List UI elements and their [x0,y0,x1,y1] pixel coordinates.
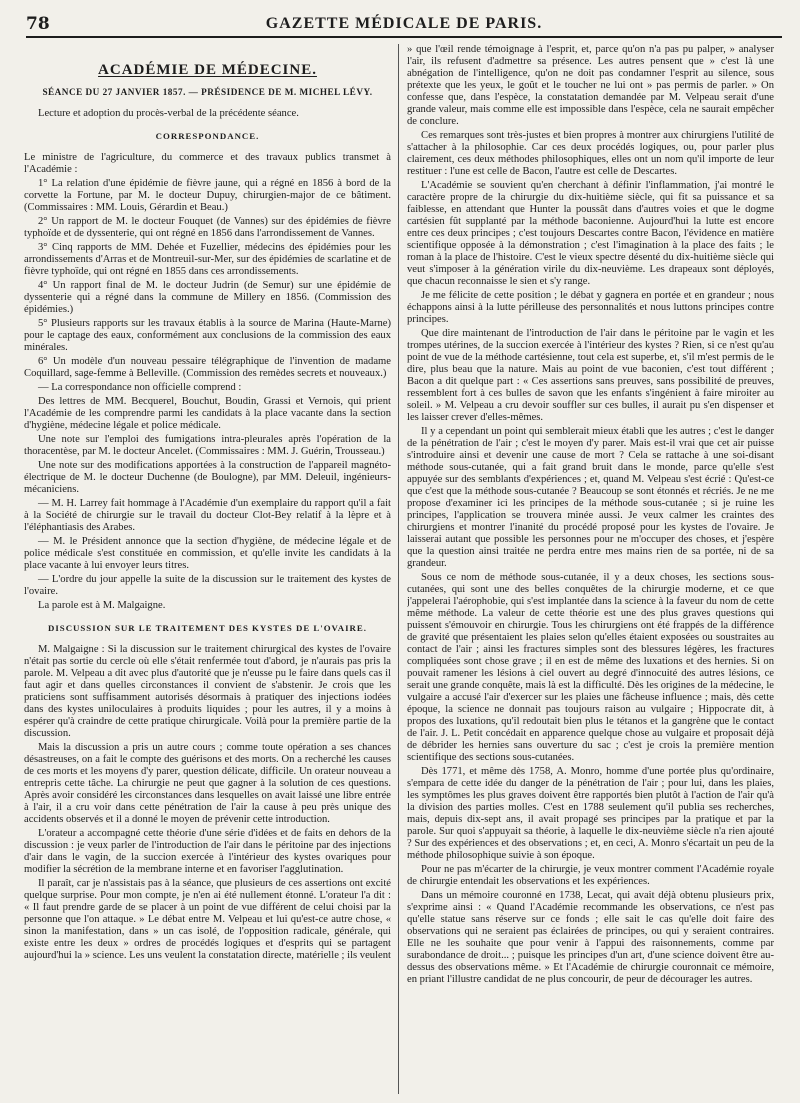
paragraph: — M. H. Larrey fait hommage à l'Académie d'un exemplaire du rapport qu'il a fait à la Société de chirurgie sur le travail du docteur Clot-Bey relatif à la lèpre et à l'éléphantiasis des Arabes. [24,498,391,533]
paragraph: Pour ne pas m'écarter de la chirurgie, je veux montrer comment l'Académie royale de chirurgie entendait les observations et les expériences. [407,864,774,887]
paragraph: — L'ordre du jour appelle la suite de la discussion sur le traitement des kystes de l'ovaire. [24,574,391,597]
paragraph: Il paraît, car je n'assistais pas à la séance, que plusieurs de ces assertions ont excité quelque surprise. Pour mon compte, je n'en ai été nullement étonné. L'orateur l'a dit : « Il faut prendre garde de se placer à un point de vue différent de celui choisi par la personne que l'on attaque. » Le débat entre M. Velpeau et lui qu'est-ce autre chose, « sinon la manifestation, dans » un cas isolé, de l'opposition radicale, générale, qui existe entre les deux » ordres de procédés logiques et d'esprits qui se partagent aujourd'hui la » science. Les uns veulent la constatation directe, matérielle ; ils veulent [24,878,391,961]
right-column [407,44,774,1096]
paragraph: Dès 1771, et même dès 1758, A. Monro, homme d'une portée plus qu'ordinaire, s'empara de cette idée du danger de la pénétration de l'air ; pour lui, dans les plaies, les symptômes les plus graves doivent être rapportés bien plutôt à l'action de l'air qu'à la division des parties molles. C'est en 1788 seulement qu'il publia ses recherches, mais, depuis dix-sept ans, il avait propagé ses principes par la pratique et par la parole. Sur quoi s'appuyait sa théorie, à laquelle le dix-neuvième siècle n'a rien ajouté ? Sur des expériences et des observations ; et, en ceci, A. Monro s'écartait un peu de la méthode philosophique suivie à son époque. [407,766,774,861]
paragraph: — La correspondance non officielle comprend : [38,382,242,393]
running-header [26,10,782,38]
paragraph: Ces remarques sont très-justes et bien propres à montrer aux chirurgiens l'utilité de s'attacher à la philosophie. Car ces deux procédés logiques, ou, pour parler plus clairement, ces deux méthodes philosophiques, elles ont un nom qu'il importe de leur restituer : l'une est celle de Bacon, l'autre est celle de Descartes. [407,130,774,177]
paragraph: 5° Plusieurs rapports sur les travaux établis à la source de Marina (Haute-Marne) pour le captage des eaux, conformément aux conclusions de la commission des eaux minérales. [24,318,391,353]
paragraph: Il y a cependant un point qui semblerait mieux établi que les autres ; c'est le danger de la pénétration de l'air ; c'est le moyen d'y parer. Mais est-il vrai que cet air puisse s'introduire ainsi et devenir une cause de mort ? Cela se rattache à une soi-disant méthode sous-cutanée, qui a fait grand bruit dans le monde, parce qu'elle s'est appuyée sur des semblants d'expériences ; et, quand M. Velpeau s'est écrié : Qu'est-ce que c'est que la méthode sous-cutanée ? Beaucoup se sont étonnés et récriés. Je ne me propose d'examiner ici les principes de la méthode sous-cutanée ; si je ruine les principes, l'application se trouvera minée aussi. Je veux calmer les craintes des chirurgiens et montrer l'inanité du procédé proposé pour les kystes de l'ovaire. Je laisserai autant que possible les personnes pour ne m'occuper des choses, et j'espère que la question ainsi traitée ne perdra entre mes mains rien de sa portée, ni de sa grandeur. [407,426,774,569]
paragraph: 1° La relation d'une épidémie de fièvre jaune, qui a régné en 1856 à bord de la corvette la Fortune, par M. le docteur Dupuy, chirurgien-major de ce bâtiment. (Commissaires : MM. Louis, Gérardin et Beau.) [24,178,391,213]
page-number: 78 [26,14,50,34]
correspondance-heading: CORRESPONDANCE. [155,131,260,141]
paragraph: La parole est à M. Malgaigne. [38,600,166,611]
seance-line: SÉANCE DU 27 JANVIER 1857. — PRÉSIDENCE DE M. MICHEL LÉVY. [42,87,373,97]
paragraph: — M. le Président annonce que la section d'hygiène, de médecine légale et de police médicale s'est constituée en commission, et qu'elle invite les candidats à la place vacante à lui envoyer leurs titres. [24,536,391,571]
paragraph: 6° Un modèle d'un nouveau pessaire télégraphique de l'invention de madame Coquillard, sage-femme à Belleville. (Commission des remèdes secrets et nouveaux.) [24,356,391,379]
paragraph: Mais la discussion a pris un autre cours ; comme toute opération a ses chances désastreuses, on a fait le compte des guérisons et des morts. On a recherché les causes de ces morts et les moyens d'y parer, question délicate, difficile. Un orateur nouveau a entrepris cette tâche. La chirurgie ne peut que gagner à la solution de ces questions. Après avoir considéré les circonstances dans lesquelles on avait laissé une libre entrée à l'air, il a cru voir dans cette pénétration de l'air la cause à peu près unique des accidents observés et il a donné le moyen de prévenir cette introduction. [24,742,391,825]
intro-paragraph: Lecture et adoption du procès-verbal de la précédente séance. [38,108,299,119]
column-divider [398,44,399,1094]
paragraph: Une note sur des modifications apportées à la construction de l'appareil magnéto-électrique de M. le docteur Duchenne (de Boulogne), par MM. Deleuil, ingénieurs-mécaniciens. [24,460,391,495]
paragraph: 3° Cinq rapports de MM. Dehée et Fuzellier, médecins des épidémies pour les arrondissements d'Arras et de Montreuil-sur-Mer, sur des épidémies de scarlatine et de fièvre typhoïde, qui ont régné en 1855 dans ces arrondissements. [24,242,391,277]
paragraph: Une note sur l'emploi des fumigations intra-pleurales après l'opération de la thoracentèse, par M. le docteur Ancelet. (Commissaires : MM. J. Guérin, Trousseau.) [24,434,391,457]
journal-title: GAZETTE MÉDICALE DE PARIS. [265,15,543,32]
paragraph: » que l'œil rende témoignage à l'esprit, et, parce qu'on n'a pas pu palper, » analyser l'air, ils refusent d'admettre sa présence. Les autres pensent que » c'est là une abnégation de l'intelligence, qu'on ne doit pas condamner l'esprit au silence, sous prétexte que les yeux, le goût et le toucher ne lui ont » pas permis de parler. » On confesse que, dans l'espèce, la constatation demandée par M. Velpeau serait d'une grande valeur, mais comme elle est impossible dans l'espèce, cela ne saurait empêcher de conclure. [407,44,774,127]
left-column [24,44,391,1096]
paragraph: Des lettres de MM. Becquerel, Bouchut, Boudin, Grassi et Vernois, qui prient l'Académie de les comprendre parmi les candidats à la place vacante dans la section d'hygiène, médecine légale et police médicale. [24,396,391,431]
paragraph: L'Académie se souvient qu'en cherchant à définir l'inflammation, j'ai montré le caractère propre de la chirurgie du dix-huitième siècle, qui fit sa puissance et sa faiblesse, en attendant que Hunter la poussât dans d'autres voies et que le dogme cartésien fût supplanté par la méthode baconienne. Aujourd'hui la lutte est encore entre ces deux principes ; c'est toujours Descartes contre Bacon, l'évidence en matière scientifique opposée à la démonstration ; c'est l'imagination à la place des faits ; le roman à la place de l'histoire. C'est le vieux spectre désenté du dix-huitième siècle qui veut s'imposer à la génération virile du dix-neuvième. Les drapeaux sont déployés, que chacun reconnaisse le sien et s'y range. [407,180,774,287]
section-title: ACADÉMIE DE MÉDECINE. [98,62,317,78]
paragraph: Je me félicite de cette position ; le débat y gagnera en portée et en grandeur ; nous échappons ainsi à la lutte périlleuse des personnalités et nous luttons principes contre principes. [407,290,774,325]
discussion-heading: DISCUSSION SUR LE TRAITEMENT DES KYSTES DE L'OVAIRE. [48,623,367,633]
paragraph: M. Malgaigne : Si la discussion sur le traitement chirurgical des kystes de l'ovaire n'était pas sortie du cercle où elle s'était renfermée tout d'abord, je n'aurais pas pris la parole. M. Velpeau a dit avec plus d'autorité que je n'eusse pu le faire dans quels cas il faut agir et dans quelles circonstances il convient de s'abstenir. Je crois que les praticiens sont suffisamment autorisés désormais à pratiquer des injections iodées dans des kystes uniloculaires à produits liquides ; pour les autres, il y a moins à espérer qu'à craindre de cette pratique chirurgicale. Voilà pour la première partie de la discussion. [24,644,391,739]
paragraph: 4° Un rapport final de M. le docteur Judrin (de Semur) sur une épidémie de dyssenterie qui a régné dans la commune de Millery en 1856. (Commission des épidémies.) [24,280,391,315]
paragraph: Que dire maintenant de l'introduction de l'air dans le péritoine par le vagin et les trompes utérines, de la succion exercée à l'intérieur des kystes ? Rien, si ce n'est qu'au point de vue de la méthode cartésienne, tout cela est superbe, et, s'il m'est permis de le dire, plus beau que la nature. Mais au point de vue baconien, c'est tout différent ; Bacon a dit quelque part : « Ces assertions sans preuves, sans possibilité de preuves, ressemblent fort à ces bulles de savon que les enfants s'ingénient à faire miroiter au soleil. » M. Velpeau a cru devoir souffler sur ces bulles, il aurait pu s'en dispenser et les laisser crever d'elles-mêmes. [407,328,774,423]
paragraph: Sous ce nom de méthode sous-cutanée, il y a deux choses, les sections sous-cutanées, qui sont une des belles conquêtes de la chirurgie moderne, et ce que j'appelerai l'aérophobie, qui s'est implantée dans la science à la faveur du nom de cette même méthode. La valeur de cette théorie est une des plus graves questions qui puissent s'émouvoir en chirurgie. Tous les chirurgiens ont été frappés de la différence de gravité que présentaient les plaies selon qu'elles étaient exposées ou soustraites au contact de l'air ; ainsi les fractures simples sont des blessures légères, les fractures compliquées sont chose grave ; il en est de même des luxations et des hernies. Si on pouvait ramener les lésions à ciel ouvert au degré d'innocuité des autres lésions, ce serait une grande conquête, mais là est la difficulté. Dès les origines de la médecine, le vulgaire a accusé l'air d'exercer sur les plaies une fâcheuse influence ; mais, dès cette époque, la science ne donnait pas toujours raison au vulgaire ; Hippocrate dit, à propos des luxations, qu'il redoutait bien plus le tétanos et la gangrène que le contact de l'air. J. L. Petit concédait en apparence quelque chose au vulgaire et proposait déjà de débrider les hernies sans ouverture du sac ; c'est je crois la première mention scientifique des sections sous-cutanées. [407,572,774,763]
paragraph: Le ministre de l'agriculture, du commerce et des travaux publics transmet à l'Académie : [24,152,391,175]
paragraph: Dans un mémoire couronné en 1738, Lecat, qui avait déjà obtenu plusieurs prix, s'exprime ainsi : « Quand l'Académie recommande les observations, ce n'est pas qu'elle statue sans réserve sur ce fonds ; elle sait le cas qu'elle doit faire des observations qui ne seraient pas éclairées de principes, ou qui y seraient contraires. Elle ne les souhaite que pour venir à l'appui des raisonnements, comme par surabondance de droit... ; puisque les principes d'un art, d'une science doivent être au-dessus des observations même. » Et l'Académie de chirurgie couronnait ce mémoire, en priant l'illustre candidat de ne plus concourir, de peur de décourager les autres. [407,890,774,985]
paragraph: L'orateur a accompagné cette théorie d'une série d'idées et de faits en dehors de la discussion : je veux parler de l'introduction de l'air dans le péritoine par des injections d'air dans le vagin, de la succion exercée à l'intérieur des kystes ovariques pour modifier la sécrétion de la membrane interne et en favoriser l'agglutination. [24,828,391,875]
paragraph: 2° Un rapport de M. le docteur Fouquet (de Vannes) sur des épidémies de fièvre typhoïde et de dyssenterie, qui ont régné en 1856 dans l'arrondissement de Vannes. [24,216,391,239]
